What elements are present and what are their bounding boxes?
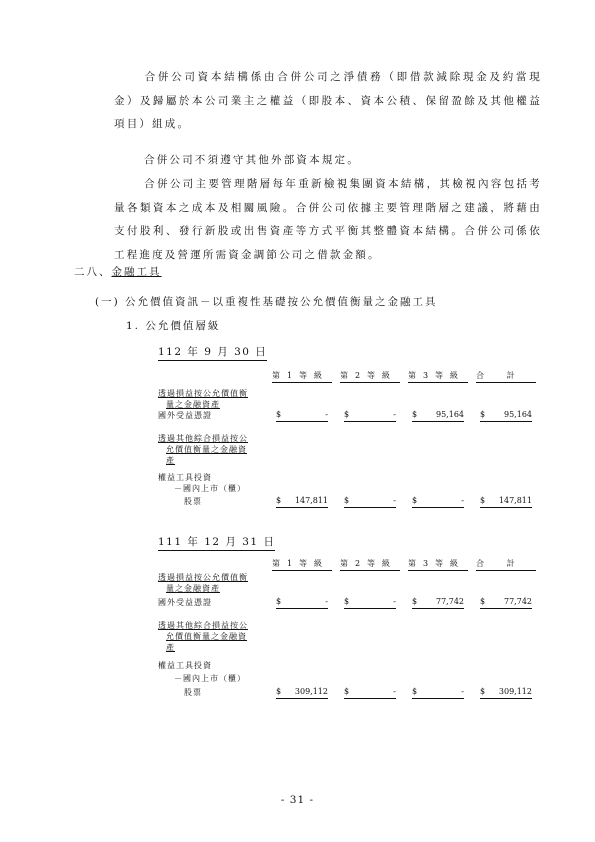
section-title: 金融工具 [111, 266, 162, 278]
paragraph-text: 合併公司主要管理階層每年重新檢視集團資本結構，其檢視內容包括考量各類資本之成本及相關風險。合併公司依據主要管理階層之建議，將藉由支付股利、發行新股或出售資產等方式平衡其整體資本結構。合併公司係依工程進度及營運所需資金調節公司之借款金額。 [114, 178, 542, 261]
group-title-line: 透過損益按公允價值衡 [158, 573, 248, 582]
fair-value-table-2022 [158, 534, 543, 714]
group-title-fvtpl-line2 [166, 583, 220, 594]
dollar-sign: $ [276, 410, 282, 419]
cell-value: 147,811 [498, 496, 532, 505]
cell-total [480, 496, 532, 508]
cell-value: 77,742 [436, 597, 464, 606]
group-title-fvoci [158, 620, 248, 631]
header-total: 合 計 [476, 370, 536, 383]
group-title-fvoci [158, 433, 248, 444]
dollar-sign: $ [344, 687, 350, 696]
row-label: 權益工具投資 [158, 661, 212, 670]
group-title-fvoci-line3 [166, 455, 175, 466]
group-title-fvtpl [158, 572, 248, 583]
paragraph-external-capital [114, 149, 542, 173]
row-label: 股票 [184, 688, 202, 697]
group-title-fvoci-line3 [166, 642, 175, 653]
subsection-heading: (一) 公允價值資訊－以重複性基礎按公允價值衡量之金融工具 [95, 296, 438, 308]
dollar-sign: $ [276, 687, 282, 696]
group-title-line: 產 [166, 456, 175, 465]
dollar-sign: $ [276, 496, 282, 505]
cell-value: - [461, 496, 464, 505]
header-level1: 第 1 等 級 [272, 558, 332, 571]
group-title-fvtpl [158, 388, 248, 399]
cell-value: - [325, 410, 328, 419]
header-total: 合 計 [476, 558, 536, 571]
dollar-sign: $ [412, 496, 418, 505]
group-title-line: 透過其他綜合損益按公 [158, 621, 248, 630]
dollar-sign: $ [480, 597, 486, 606]
group-title-line: 產 [166, 643, 175, 652]
section-number: 二八、 [74, 266, 112, 278]
cell-value: 147,811 [294, 496, 328, 505]
cell-level3 [412, 496, 464, 508]
cell-value: - [393, 496, 396, 505]
cell-level2 [344, 496, 396, 508]
subsubsection-heading: 1. 公允價值層級 [126, 320, 221, 332]
cell-value: - [393, 597, 396, 606]
cell-value: 77,742 [504, 597, 532, 606]
cell-total [480, 410, 532, 422]
header-level2: 第 2 等 級 [340, 370, 400, 383]
dollar-sign: $ [480, 687, 486, 696]
cell-level2 [344, 597, 396, 609]
header-level2: 第 2 等 級 [340, 558, 400, 571]
cell-value: 95,164 [436, 410, 464, 419]
paragraph-text: 合併公司不須遵守其他外部資本規定。 [144, 154, 360, 166]
cell-value: - [325, 597, 328, 606]
cell-level3 [412, 597, 464, 609]
row-label: 國外受益憑證 [158, 598, 212, 607]
cell-level3 [412, 410, 464, 422]
cell-level2 [344, 687, 396, 699]
group-title-line: 透過損益按公允價值衡 [158, 389, 248, 398]
cell-level1 [276, 410, 328, 422]
dollar-sign: $ [480, 410, 486, 419]
dollar-sign: $ [344, 597, 350, 606]
cell-total [480, 597, 532, 609]
cell-value: - [393, 687, 396, 696]
cell-level1 [276, 687, 328, 699]
row-label: －國內上市（櫃） [174, 484, 246, 493]
row-label: 權益工具投資 [158, 473, 212, 482]
group-title-fvtpl-line2 [166, 399, 220, 410]
section-heading [74, 264, 162, 279]
group-title-line: 量之金融資產 [166, 400, 220, 409]
cell-level1 [276, 496, 328, 508]
row-label: 國外受益憑證 [158, 411, 212, 420]
table-date: 111 年 12 月 31 日 [158, 534, 275, 551]
cell-level3 [412, 687, 464, 699]
group-title-fvoci-line2 [166, 444, 247, 455]
cell-value: - [393, 410, 396, 419]
group-title-line: 透過其他綜合損益按公 [158, 434, 248, 443]
paragraph-text: 合併公司資本結構係由合併公司之淨債務（即借款減除現金及約當現金）及歸屬於本公司業主之權益（即股本、資本公積、保留盈餘及其他權益項目）組成。 [114, 71, 542, 130]
row-label: －國內上市（櫃） [174, 674, 246, 683]
table-date: 112 年 9 月 30 日 [158, 344, 267, 361]
dollar-sign: $ [412, 597, 418, 606]
page-number: - 31 - [280, 794, 315, 806]
dollar-sign: $ [480, 496, 486, 505]
header-level3: 第 3 等 級 [408, 370, 468, 383]
cell-value: 309,112 [294, 687, 328, 696]
header-level1: 第 1 等 級 [272, 370, 332, 383]
dollar-sign: $ [412, 687, 418, 696]
dollar-sign: $ [344, 496, 350, 505]
paragraph-management-review [114, 173, 542, 267]
cell-level2 [344, 410, 396, 422]
cell-value: 95,164 [504, 410, 532, 419]
cell-value: 309,112 [498, 687, 532, 696]
header-level3: 第 3 等 級 [408, 558, 468, 571]
paragraph-capital-structure [114, 66, 542, 137]
cell-value: - [461, 687, 464, 696]
group-title-line: 允價值衡量之金融資 [166, 445, 247, 454]
group-title-fvoci-line2 [166, 631, 247, 642]
dollar-sign: $ [276, 597, 282, 606]
group-title-line: 量之金融資產 [166, 584, 220, 593]
fair-value-table-2023 [158, 344, 543, 524]
row-label: 股票 [184, 497, 202, 506]
group-title-line: 允價值衡量之金融資 [166, 632, 247, 641]
dollar-sign: $ [412, 410, 418, 419]
dollar-sign: $ [344, 410, 350, 419]
cell-total [480, 687, 532, 699]
cell-level1 [276, 597, 328, 609]
